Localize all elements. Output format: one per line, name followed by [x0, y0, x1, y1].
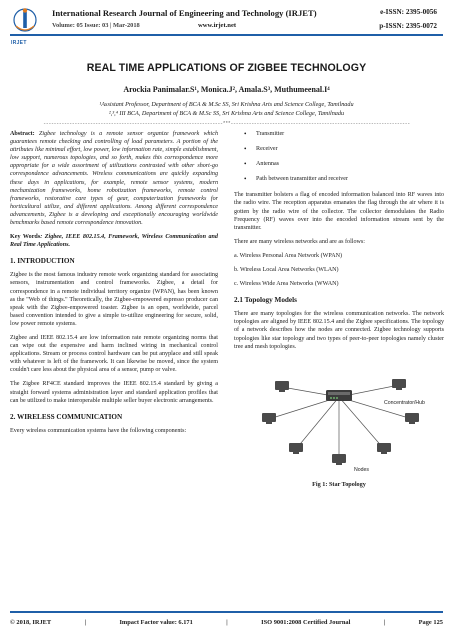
star-topology-diagram: [234, 357, 444, 479]
journal-website-link[interactable]: www.irjet.net: [198, 22, 237, 29]
intro-paragraph-2: Zigbee and IEEE 802.15.4 are low information rate remote organizing norms that can wipe out the expensive and harm inclined wiring in mechanical control applications. Stream or process control hardware can be put anyplace and still speak with whatever is left of the framework. It can likewise be moved, since the system couldn't care less about the physical area of a sensor, pump or valve.: [10, 334, 218, 374]
wireless-heading: 2. WIRELESS COMMUNICATION: [10, 412, 123, 421]
abstract-label: Abstract:: [10, 131, 35, 137]
header-rule: [10, 34, 443, 36]
p-issn: p-ISSN: 2395-0072: [379, 22, 437, 30]
intro-heading: 1. INTRODUCTION: [10, 257, 75, 266]
left-column: [10, 130, 218, 441]
logo-text: IRJET: [11, 40, 27, 46]
footer-separator: |: [383, 619, 386, 626]
abstract: [10, 130, 218, 227]
abstract-text: Zigbee technology is a remote sensor organize framework which guarantees remote checking and controlling of load parameters. A portion of the attributes like minimal effort, low power, low information rate, simple establishment, low support, numerous topologies, and so forth, makes this correspondence more appropriate for a wide assortment of utilizations contrasted with other short-go correspondence advancements. Wireless communications are quickly expanding these days in applications, for example, remote sensor systems, modern mechanization frameworks, home robotization frameworks, remote control frameworks, restorative care types of gear, computerization frameworks for horticultural utilize, and different applications. Among different correspondence advancements, Zigbee is a developing and exceptionally encouraging worldwide benchmarks based remote correspondence innovation.: [10, 131, 218, 227]
hub-icon: [326, 390, 352, 401]
networks-intro: There are many wireless networks and are as follows:: [234, 238, 365, 245]
page-number: Page 125: [418, 619, 443, 626]
page-footer: [10, 619, 443, 626]
footer-separator: |: [226, 619, 228, 626]
paper-authors: Arockia Panimalar.S¹, Monica.J², Amala.S³, Muthumeenal.I⁴: [123, 85, 330, 94]
section-divider: ---------------------------------------------------------------------***---------------------------------------------------------------------: [43, 121, 410, 127]
paper-title: REAL TIME APPLICATIONS OF ZIGBEE TECHNOLOGY: [86, 62, 367, 74]
copyright: © 2018, IRJET: [10, 619, 52, 626]
volume-issue: Volume: 05 Issue: 03 | Mar-2018: [52, 22, 140, 29]
wireless-paragraph-1: Every wireless communication systems have the following components:: [10, 427, 187, 434]
topology-heading: 2.1 Topology Models: [234, 296, 297, 305]
transmitter-paragraph: The transmitter bolsters a flag of encoded information balanced into RF waves into the radio wire. The reception apparatus emanates the flag through the air where it is gotten by the radio wire of the collector. The collector demodulates the Radio Frequency (RF) waves over into the encoded information stream sent by the transmitter.: [234, 192, 444, 231]
affiliation-1: ¹Assistant Professor, Department of BCA & M.Sc SS, Sri Krishna Arts and Science College, Tamilnadu: [99, 101, 354, 108]
list-item: • Receiver: [244, 145, 444, 153]
networks-list: [234, 252, 444, 288]
components-list: [244, 130, 444, 183]
iso-certification: ISO 9001:2008 Certified Journal: [261, 619, 351, 626]
keywords: [10, 233, 218, 249]
page-header: [0, 0, 453, 52]
affiliation-2: ²,³,⁴ III BCA, Department of BCA & M.Sc SS, Sri Krishna Arts and Science College, Tamilnadu: [108, 110, 345, 117]
nodes-label: Nodes: [354, 466, 369, 473]
right-column: [234, 130, 444, 488]
keywords-text: : Zigbee, IEEE 802.15.4, Framework, Wireless Communication and Real Time Applications.: [10, 234, 218, 249]
footer-rule: [10, 611, 443, 613]
footer-separator: |: [84, 619, 87, 626]
list-item: • Transmitter: [244, 130, 444, 138]
journal-title: International Research Journal of Engineering and Technology (IRJET): [52, 8, 317, 18]
intro-paragraph-1: Zigbee is the most famous industry remote work organizing standard for associating sensors, instrumentation and control frameworks. Zigbee, a detail for correspondence in a remote individual territory organize (WPAN), has been known as the "Web of things." Theoretically, the Zigbee-empowered espresso producer can speak with the Zigbee-empowered toaster. Zigbee is an open, worldwide, parcel based convention intended to give a simple to-utilize engineering for secure, solid, low power remote systems.: [10, 272, 218, 327]
list-item: • Path between transmitter and receiver: [244, 175, 444, 183]
list-item: c. Wireless Wide Area Networks (WWAN): [234, 281, 339, 288]
keywords-label: Key Words: [10, 234, 41, 241]
list-item: a. Wireless Personal Area Network (WPAN): [234, 252, 343, 259]
topology-paragraph: There are many topologies for the wireless communication networks. The network topologies are aligned by IEEE 802.15.4 and the Zigbee specifications. The topology of a network describes how the nodes are connected. Zigbee technology supports topologies like star topology and two types of peer-to-peer topologies namely cluster tree and mesh topologies.: [234, 311, 444, 350]
figure-caption: Fig 1: Star Topology: [312, 480, 366, 488]
list-item: • Antennas: [244, 160, 444, 168]
hub-label: Concentrator/Hub: [384, 399, 425, 406]
irjet-logo-icon: [10, 6, 40, 42]
impact-factor: Impact Factor value: 6.171: [119, 619, 193, 626]
list-item: b. Wireless Local Area Networks (WLAN): [234, 267, 339, 274]
e-issn: e-ISSN: 2395-0056: [380, 8, 437, 16]
intro-paragraph-3: The Zigbee RF4CE standard improves the IEEE 802.15.4 standard by giving a straight forward systems administration layer and standard application profiles that can be utilized to make interoperable multiple seller buyer electronic arrangements.: [10, 381, 218, 404]
star-topology-figure: [234, 357, 444, 479]
